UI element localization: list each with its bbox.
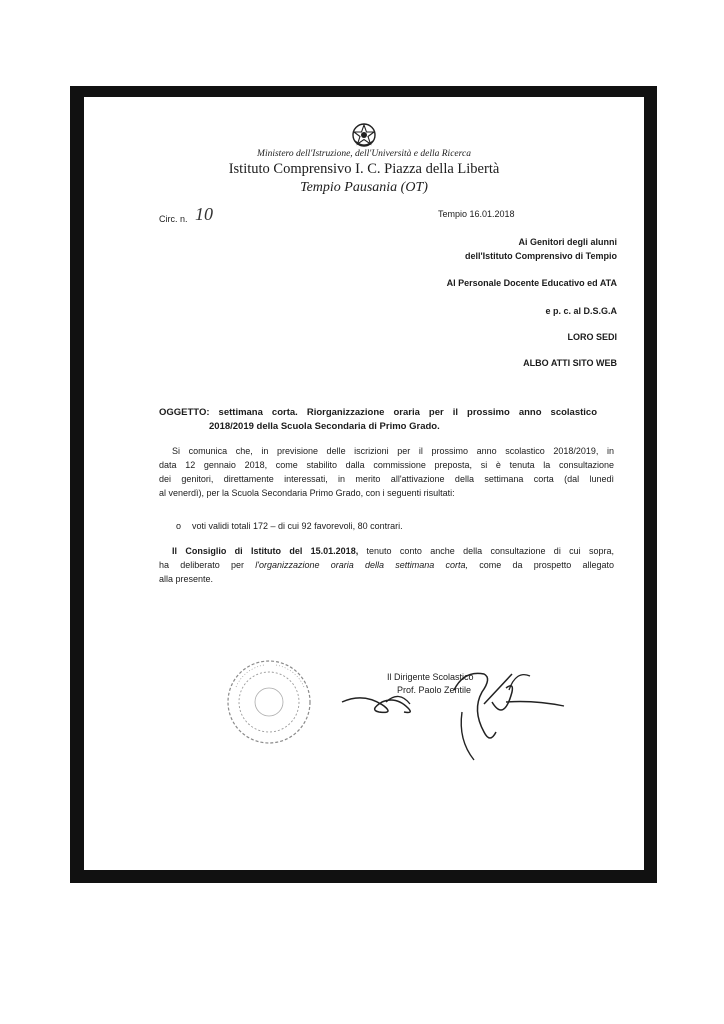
- handwritten-signature-icon: [334, 662, 574, 767]
- addressee-line: dell'Istituto Comprensivo di Tempio: [465, 251, 617, 261]
- vote-result-item: [176, 519, 403, 533]
- ministry-name: Ministero dell'Istruzione, dell'Università e della Ricerca: [257, 149, 471, 159]
- letter-date: Tempio 16.01.2018: [438, 209, 515, 219]
- subject-label: OGGETTO:: [159, 407, 210, 418]
- council-line-3: alla presente.: [159, 574, 214, 584]
- circular-label: Circ. n.: [159, 214, 188, 224]
- document-page: [84, 97, 644, 870]
- school-city: Tempio Pausania (OT): [300, 180, 428, 195]
- addressee-line: LORO SEDI: [567, 332, 617, 342]
- signatory-role: Il Dirigente Scolastico: [387, 672, 474, 682]
- addressee-line: ALBO ATTI SITO WEB: [523, 358, 617, 368]
- signatory-name: Prof. Paolo Zentile: [397, 685, 472, 695]
- school-name: Istituto Comprensivo I. C. Piazza della Libertà: [228, 161, 500, 177]
- addressee-line: Al Personale Docente Educativo ed ATA: [446, 278, 617, 288]
- school-stamp-icon: [224, 657, 314, 747]
- council-text: tenuto conto anche della consultazione di cui sopra,: [358, 546, 614, 556]
- italian-republic-emblem-icon: [349, 119, 379, 149]
- vote-result-text: voti validi totali 172 – di cui 92 favorevoli, 80 contrari.: [192, 521, 403, 531]
- subject-block: [159, 406, 597, 434]
- council-bold: Il Consiglio di Istituto del 15.01.2018,: [172, 546, 359, 556]
- addressee-line: e p. c. al D.S.G.A: [545, 306, 617, 316]
- council-paragraph: [159, 544, 614, 586]
- council-text: ha deliberato per: [159, 560, 256, 570]
- subject-line-2: 2018/2019 della Scuola Secondaria di Primo Grado.: [209, 421, 440, 432]
- council-italic: l'organizzazione oraria della settimana corta,: [255, 560, 468, 570]
- body-line: dei genitori, direttamente interessati, in merito all'attivazione della settimana corta (dal lunedì: [159, 474, 614, 484]
- subject-line-1: [159, 406, 597, 420]
- council-line-2: [159, 558, 614, 572]
- circular-number: 10: [195, 204, 213, 224]
- body-paragraph: [159, 444, 614, 500]
- body-line: data 12 gennaio 2018, come stabilito dalla commissione preposta, si è tenuta la consultazione: [159, 460, 614, 470]
- council-line-1: [159, 544, 614, 558]
- body-line: al venerdì), per la Scuola Secondaria Primo Grado, con i seguenti risultati:: [159, 488, 455, 498]
- bullet-marker: o: [176, 521, 182, 531]
- council-text: come da prospetto allegato: [468, 560, 614, 570]
- subject-text-1: settimana corta. Riorganizzazione oraria per il prossimo anno scolastico: [218, 407, 598, 418]
- body-line: Si comunica che, in previsione delle iscrizioni per il prossimo anno scolastico 2018/2019, in: [172, 446, 614, 456]
- addressee-line: Ai Genitori degli alunni: [518, 237, 617, 247]
